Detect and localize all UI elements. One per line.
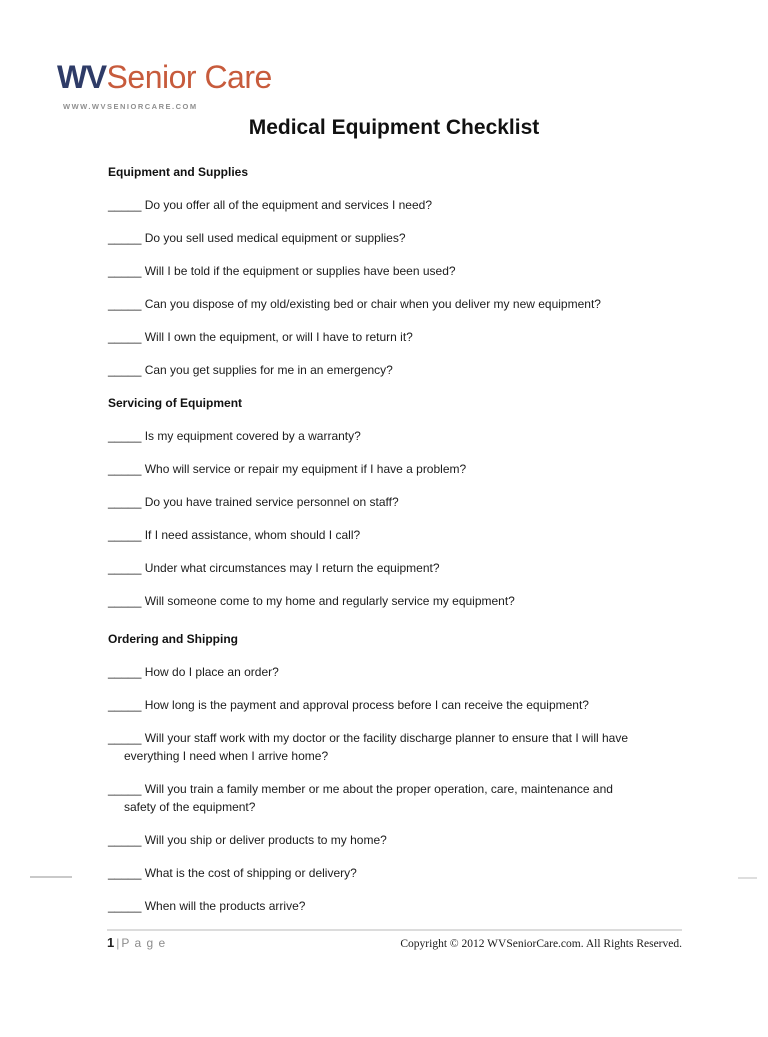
blank-fill-line: _____ — [108, 899, 145, 913]
checklist-item-text: Will someone come to my home and regularly service my equipment? — [144, 594, 515, 608]
checklist-item — [108, 831, 680, 849]
blank-fill-line: _____ — [108, 429, 145, 443]
checklist-item — [108, 361, 680, 379]
blank-fill-line: _____ — [108, 528, 145, 542]
checklist-item — [108, 592, 680, 610]
checklist-item-text: Do you sell used medical equipment or supplies? — [144, 231, 406, 245]
logo-wv-text: WV — [57, 59, 106, 95]
blank-fill-line: _____ — [108, 594, 145, 608]
blank-fill-line: _____ — [108, 665, 145, 679]
checklist-item-text: Is my equipment covered by a warranty? — [144, 429, 361, 443]
checklist-item — [108, 897, 680, 915]
blank-fill-line: _____ — [108, 833, 145, 847]
checklist-item — [108, 780, 680, 816]
page-word: P a g e — [121, 936, 167, 950]
checklist-item — [108, 864, 680, 882]
page-title: Medical Equipment Checklist — [248, 116, 540, 139]
checklist-item — [108, 229, 680, 247]
blank-fill-line: _____ — [108, 698, 145, 712]
section-heading: Servicing of Equipment — [108, 396, 243, 410]
checklist-item — [108, 460, 680, 478]
checklist-item — [108, 328, 680, 346]
checklist-item — [108, 663, 680, 681]
checklist-item — [108, 493, 680, 511]
margin-mark-right — [738, 877, 757, 879]
footer — [107, 934, 682, 952]
checklist-item-text: Will you train a family member or me about the proper operation, care, maintenance and safety of the equipment? — [124, 782, 613, 814]
section-heading: Ordering and Shipping — [108, 632, 238, 646]
logo-name-text: Senior Care — [106, 59, 272, 95]
footer-divider — [107, 929, 682, 931]
section-heading: Equipment and Supplies — [108, 165, 249, 179]
checklist-item-text: Will I be told if the equipment or supplies have been used? — [144, 264, 456, 278]
checklist-item-text: Can you get supplies for me in an emergency? — [144, 363, 393, 377]
blank-fill-line: _____ — [108, 561, 145, 575]
blank-fill-line: _____ — [108, 198, 145, 212]
checklist-item-text: How do I place an order? — [144, 665, 279, 679]
logo-wordmark — [57, 60, 272, 101]
blank-fill-line: _____ — [108, 297, 145, 311]
blank-fill-line: _____ — [108, 462, 145, 476]
checklist-item — [108, 427, 680, 445]
blank-fill-line: _____ — [108, 264, 145, 278]
page-number-separator: | — [116, 936, 120, 950]
checklist-item-text: Do you have trained service personnel on staff? — [144, 495, 399, 509]
checklist-item-text: Who will service or repair my equipment if I have a problem? — [144, 462, 467, 476]
checklist-item — [108, 295, 680, 313]
blank-fill-line: _____ — [108, 330, 145, 344]
checklist-item — [108, 559, 680, 577]
blank-fill-line: _____ — [108, 731, 145, 745]
blank-fill-line: _____ — [108, 866, 145, 880]
checklist-item — [108, 729, 680, 765]
checklist-item-text: Under what circumstances may I return the equipment? — [144, 561, 440, 575]
checklist-item — [108, 196, 680, 214]
checklist-item-text: Will you ship or deliver products to my home? — [144, 833, 387, 847]
checklist-item-text: Do you offer all of the equipment and services I need? — [144, 198, 432, 212]
checklist-item — [108, 526, 680, 544]
copyright-notice: Copyright © 2012 WVSeniorCare.com. All Rights Reserved. — [400, 938, 682, 950]
blank-fill-line: _____ — [108, 495, 145, 509]
checklist-item-text: Will your staff work with my doctor or the facility discharge planner to ensure that I will have everything I need when I arrive home? — [124, 731, 629, 763]
checklist-item-text: How long is the payment and approval process before I can receive the equipment? — [144, 698, 589, 712]
logo — [57, 60, 272, 111]
page-number-label — [107, 934, 166, 952]
checklist-content — [108, 163, 680, 915]
blank-fill-line: _____ — [108, 231, 145, 245]
checklist-item-text: Can you dispose of my old/existing bed or chair when you deliver my new equipment? — [144, 297, 601, 311]
blank-fill-line: _____ — [108, 782, 145, 796]
margin-mark-left — [30, 876, 72, 878]
checklist-item-text: When will the products arrive? — [144, 899, 306, 913]
checklist-item — [108, 262, 680, 280]
checklist-item-text: Will I own the equipment, or will I have to return it? — [144, 330, 413, 344]
checklist-item — [108, 696, 680, 714]
checklist-item-text: If I need assistance, whom should I call? — [144, 528, 361, 542]
page-number: 1 — [107, 935, 115, 950]
checklist-item-text: What is the cost of shipping or delivery? — [144, 866, 357, 880]
logo-website-url: WWW.WVSENIORCARE.COM — [63, 102, 198, 111]
blank-fill-line: _____ — [108, 363, 145, 377]
